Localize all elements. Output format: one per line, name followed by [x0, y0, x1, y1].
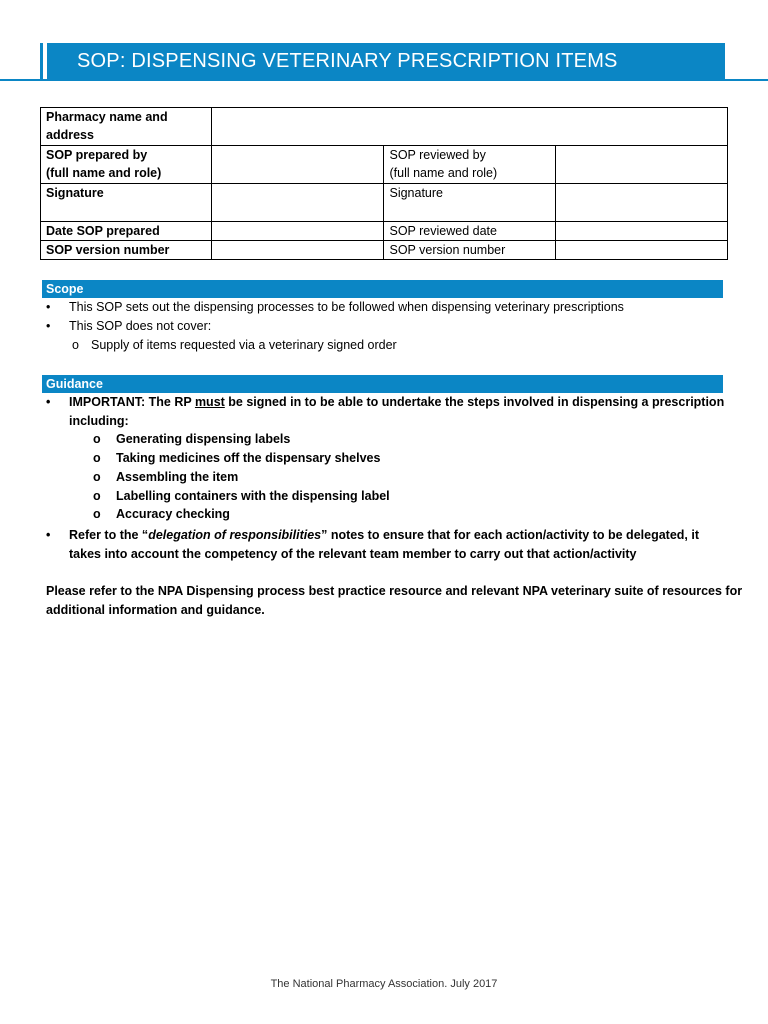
title-bar [47, 43, 725, 79]
prepared-by-label: SOP prepared by (full name and role) [41, 146, 212, 184]
closing-line-1: Please refer to the NPA Dispensing process best practice resource and relevant NPA veterinary suite of resources for [46, 584, 743, 598]
sub-bullet-icon: o [72, 338, 79, 352]
version-left-field[interactable] [211, 241, 384, 260]
version-right-field[interactable] [556, 241, 728, 260]
title-rule [0, 79, 768, 81]
sub-bullet-icon: o [93, 432, 101, 446]
sub-bullet-icon: o [93, 451, 101, 465]
reviewed-date-field[interactable] [556, 222, 728, 241]
refer-line-2: takes into account the competency of the relevant team member to carry out that action/activity [69, 547, 637, 561]
guidance-heading: Guidance [42, 375, 723, 393]
reviewed-by-label: SOP reviewed by (full name and role) [384, 146, 556, 184]
sub-bullet-icon: o [93, 489, 101, 503]
signature-right-label: Signature [384, 184, 556, 222]
bullet-icon: • [46, 319, 51, 333]
closing-line-2: additional information and guidance. [46, 603, 265, 617]
sub-bullet-icon: o [93, 470, 101, 484]
scope-sub-1: Supply of items requested via a veterinary signed order [91, 338, 397, 352]
page-title: SOP: DISPENSING VETERINARY PRESCRIPTION ITEMS [77, 50, 618, 72]
step-item: Generating dispensing labels [116, 432, 291, 446]
refer-line-1: Refer to the “delegation of responsibilities” notes to ensure that for each action/activity to be delegated, it [69, 528, 699, 542]
prepared-by-field[interactable] [211, 146, 384, 184]
sop-info-table [40, 107, 728, 260]
bullet-icon: • [46, 300, 51, 314]
scope-bullet-1: This SOP sets out the dispensing processes to be followed when dispensing veterinary prescriptions [69, 300, 624, 314]
reviewed-by-field[interactable] [556, 146, 728, 184]
important-line-2: including: [69, 414, 129, 428]
version-right-label: SOP version number [384, 241, 556, 260]
scope-heading: Scope [42, 280, 723, 298]
signature-right-field[interactable] [556, 184, 728, 222]
bullet-icon: • [46, 528, 51, 542]
version-left-label: SOP version number [41, 241, 212, 260]
signature-left-label: Signature [41, 184, 212, 222]
step-item: Accuracy checking [116, 507, 230, 521]
date-prepared-field[interactable] [211, 222, 384, 241]
bullet-icon: • [46, 395, 51, 409]
pharmacy-name-field[interactable] [211, 108, 727, 146]
step-item: Assembling the item [116, 470, 239, 484]
footer-text: The National Pharmacy Association. July 2017 [270, 978, 498, 990]
step-item: Taking medicines off the dispensary shelves [116, 451, 381, 465]
step-item: Labelling containers with the dispensing label [116, 489, 390, 503]
sub-bullet-icon: o [93, 507, 101, 521]
scope-bullet-2: This SOP does not cover: [69, 319, 212, 333]
signature-left-field[interactable] [211, 184, 384, 222]
pharmacy-name-label: Pharmacy name and address [41, 108, 212, 146]
important-line-1: IMPORTANT: The RP must be signed in to be able to undertake the steps involved in dispensing a prescription [69, 395, 725, 409]
date-prepared-label: Date SOP prepared [41, 222, 212, 241]
reviewed-date-label: SOP reviewed date [384, 222, 556, 241]
